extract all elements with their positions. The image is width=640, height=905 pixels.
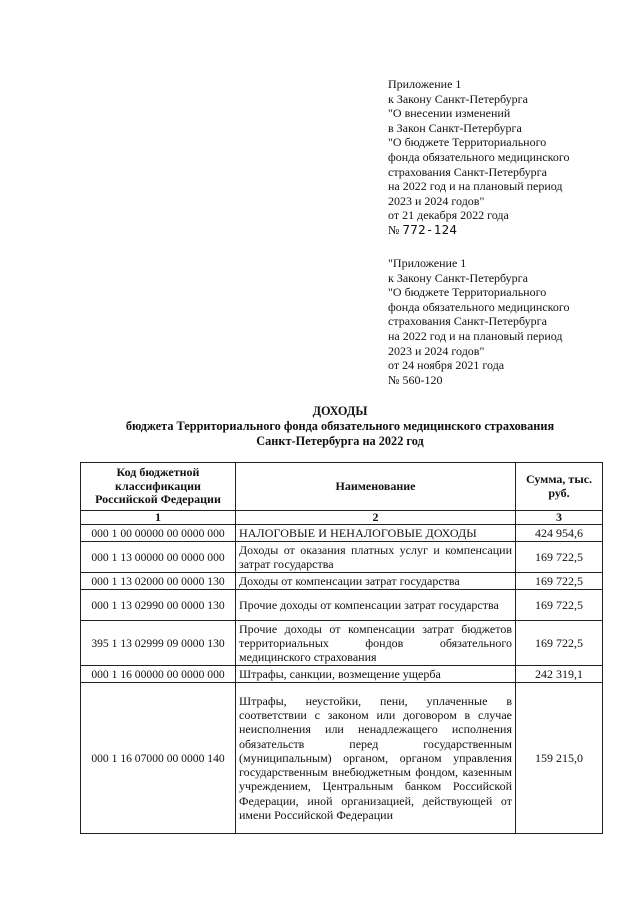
law-number-line xyxy=(388,223,570,238)
table-row xyxy=(81,666,603,683)
annex-original-block xyxy=(388,256,570,387)
title-line-1: бюджета Территориального фонда обязательного медицинского страхования xyxy=(125,419,555,434)
annex-line: "О бюджете Территориального xyxy=(388,135,547,150)
row-name: Прочие доходы от компенсации затрат бюджетов территориальных фондов обязательного медицинского страхования xyxy=(236,621,516,666)
income-table xyxy=(80,462,603,834)
annex-line: "Приложение 1 xyxy=(388,256,467,270)
row-sum: 169 722,5 xyxy=(516,573,603,590)
row-name: Прочие доходы от компенсации затрат государства xyxy=(236,590,516,621)
row-name: Штрафы, санкции, возмещение ущерба xyxy=(236,666,516,683)
row-code: 000 1 13 02990 00 0000 130 xyxy=(81,590,236,621)
table-row xyxy=(81,573,603,590)
row-code: 000 1 13 02000 00 0000 130 xyxy=(81,573,236,590)
table-row xyxy=(81,525,603,542)
annex-line: в Закон Санкт-Петербурга xyxy=(388,120,522,135)
row-sum: 159 215,0 xyxy=(516,683,603,834)
row-name: НАЛОГОВЫЕ И НЕНАЛОГОВЫЕ ДОХОДЫ xyxy=(236,525,516,542)
annex-current-block xyxy=(388,77,570,238)
title-heading: ДОХОДЫ xyxy=(312,404,368,418)
law-number-handwritten: 772-124 xyxy=(402,221,458,237)
row-code: 000 1 00 00000 00 0000 000 xyxy=(81,525,236,542)
annex-line: от 24 ноября 2021 года xyxy=(388,358,505,373)
document-title xyxy=(80,404,600,450)
annex-line: к Закону Санкт-Петербурга xyxy=(388,91,528,106)
row-name: Штрафы, неустойки, пени, уплаченные в соответствии с законом или договором в случае неисполнения или ненадлежащего исполнения обязательств перед государственным (муниципальным) органом, органом управления государственным внебюджетным фондом, казенным учреждением, Центральным банком Российской Федерации, иной организацией, действующей от имени Российской Федерации xyxy=(236,683,516,834)
annex-line: "О внесении изменений xyxy=(388,106,511,121)
title-line-2: Санкт-Петербурга на 2022 год xyxy=(256,434,424,449)
table-row xyxy=(81,683,603,834)
annex-line: фонда обязательного медицинского xyxy=(388,149,570,164)
row-sum: 242 319,1 xyxy=(516,666,603,683)
number-sign: № xyxy=(388,222,400,237)
row-sum: 424 954,6 xyxy=(516,525,603,542)
table-row xyxy=(81,590,603,621)
row-sum: 169 722,5 xyxy=(516,590,603,621)
row-sum: 169 722,5 xyxy=(516,542,603,573)
annex-line: "О бюджете Территориального xyxy=(388,285,547,300)
column-number-row xyxy=(81,511,603,525)
row-code: 395 1 13 02999 09 0000 130 xyxy=(81,621,236,666)
header-sum: Сумма, тыс. руб. xyxy=(516,463,603,511)
row-sum: 169 722,5 xyxy=(516,621,603,666)
row-name: Доходы от компенсации затрат государства xyxy=(236,573,516,590)
annex-line: фонда обязательного медицинского xyxy=(388,299,570,314)
annex-line: на 2022 год и на плановый период xyxy=(388,328,563,343)
row-name: Доходы от оказания платных услуг и компенсации затрат государства xyxy=(236,542,516,573)
row-code: 000 1 16 07000 00 0000 140 xyxy=(81,683,236,834)
table-row xyxy=(81,621,603,666)
row-code: 000 1 13 00000 00 0000 000 xyxy=(81,542,236,573)
header-name: Наименование xyxy=(236,463,516,511)
annex-line: Приложение 1 xyxy=(388,77,462,91)
table-row xyxy=(81,542,603,573)
annex-line: страхования Санкт-Петербурга xyxy=(388,314,547,329)
column-number: 1 xyxy=(81,511,236,525)
table-header-row xyxy=(81,463,603,511)
column-number: 2 xyxy=(236,511,516,525)
annex-line: № 560-120 xyxy=(388,372,443,387)
annex-line: страхования Санкт-Петербурга xyxy=(388,164,547,179)
annex-line: к Закону Санкт-Петербурга xyxy=(388,270,528,285)
annex-line: на 2022 год и на плановый период xyxy=(388,179,563,194)
annex-line: 2023 и 2024 годов" xyxy=(388,343,485,358)
row-code: 000 1 16 00000 00 0000 000 xyxy=(81,666,236,683)
column-number: 3 xyxy=(516,511,603,525)
annex-line: от 21 декабря 2022 года xyxy=(388,208,509,223)
annex-line: 2023 и 2024 годов" xyxy=(388,193,485,208)
header-code: Код бюджетной классификации Российской Федерации xyxy=(81,463,236,511)
